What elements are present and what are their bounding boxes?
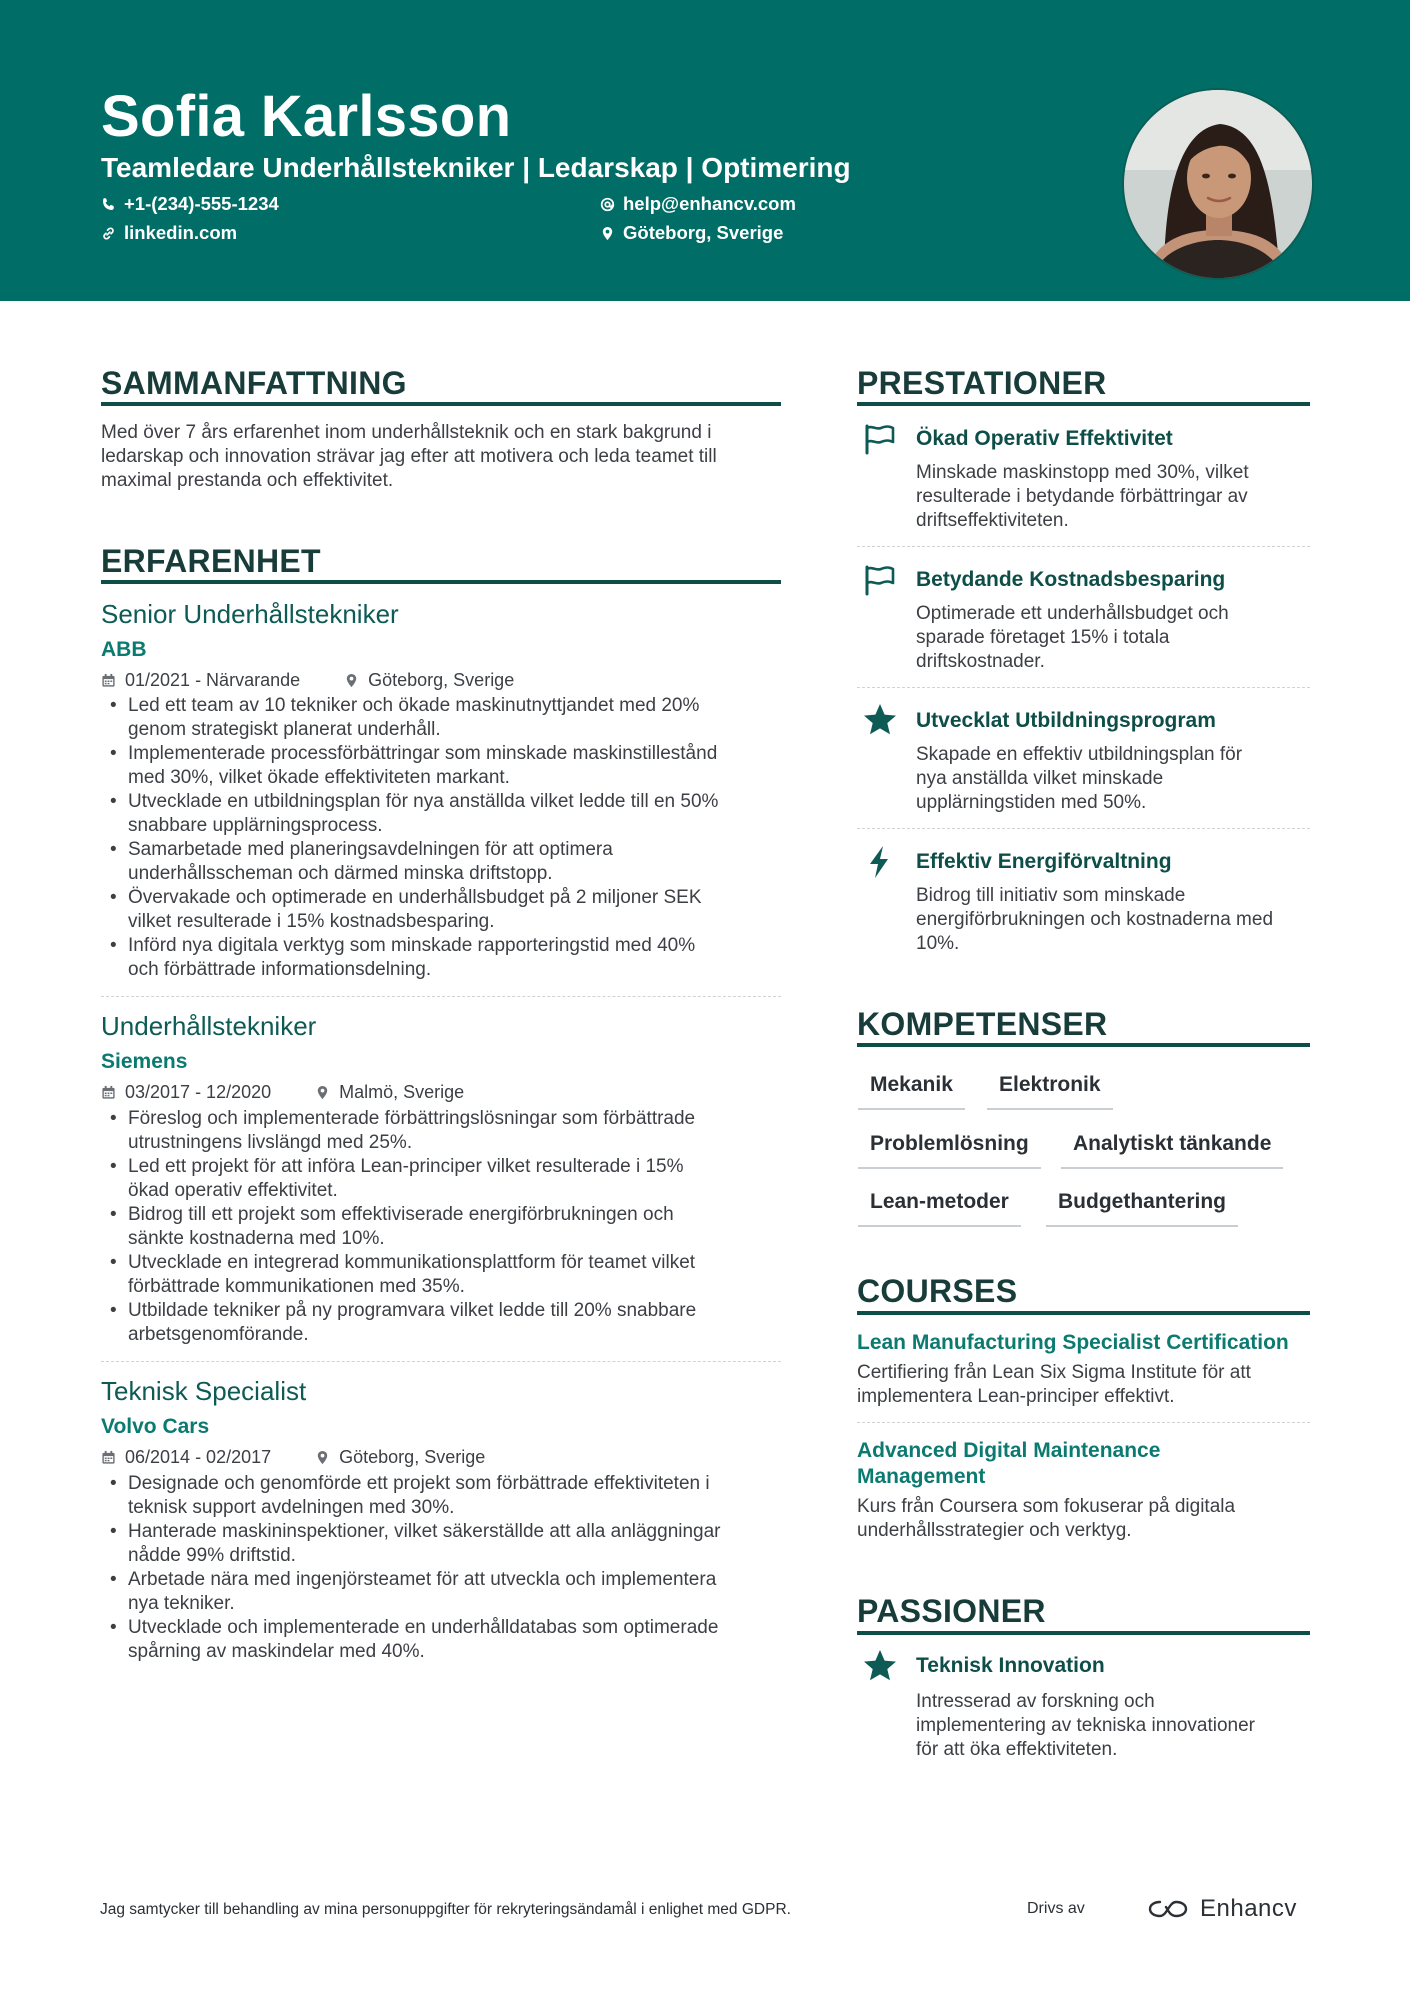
bullet-item: • Utvecklade en utbildningsplan för nya anställda vilket ledde till en 50% snabbare upplärningsprocess. [101, 790, 781, 838]
bullet-item: • Bidrog till ett projekt som effektiviserade energiförbrukningen och sänkte kostnaderna med 10%. [101, 1203, 781, 1251]
gdpr-consent: Jag samtycker till behandling av mina personuppgifter för rekryteringsändamål i enlighet med GDPR. [100, 1901, 791, 1918]
summary-line: ledarskap och innovation strävar jag efter att motivera och leda teamet till [101, 446, 717, 467]
job-dates: 06/2014 - 02/2017 [125, 1447, 272, 1467]
courses-rule [857, 1311, 1310, 1315]
location-contact [600, 221, 783, 245]
achievements-heading: PRESTATIONER [857, 365, 1107, 401]
achievement-title: Ökad Operativ Effektivitet [916, 427, 1173, 450]
bullet-item: • Utbildade tekniker på ny programvara vilket ledde till 20% snabbare arbetsgenomförande. [101, 1299, 781, 1347]
location-text: Göteborg, Sverige [623, 222, 784, 243]
location-pin-icon [315, 1450, 330, 1465]
bullet-item: • Införd nya digitala verktyg som minskade rapporteringstid med 40% och förbättrade informationsdelning. [101, 934, 781, 982]
location-pin-icon [315, 1085, 330, 1100]
email-contact [600, 192, 796, 216]
calendar-icon [101, 673, 116, 688]
linkedin-text[interactable]: linkedin.com [124, 222, 238, 243]
skill-tag: Mekanik [858, 1072, 965, 1110]
flag-icon [862, 421, 898, 457]
job-meta [101, 1081, 464, 1103]
lightning-icon [862, 844, 898, 880]
star-icon [862, 1648, 898, 1684]
header-banner [0, 0, 1410, 301]
phone-contact [101, 192, 279, 216]
bullet-item: • Utvecklade och implementerade en underhålldatabas som optimerade spårning av maskindelar med 40%. [101, 1616, 781, 1664]
job-location: Göteborg, Sverige [368, 670, 515, 690]
achievement-description: Minskade maskinstopp med 30%, vilket resulterade i betydande förbättringar av driftseffektiviteten. [916, 462, 1249, 531]
at-icon [600, 197, 615, 212]
passions-rule [857, 1631, 1310, 1635]
skills-heading: KOMPETENSER [857, 1006, 1108, 1042]
skill-tag: Analytiskt tänkande [1061, 1131, 1283, 1169]
course-title: Advanced Digital Maintenance Management [857, 1439, 1161, 1488]
course-title: Lean Manufacturing Specialist Certification [857, 1331, 1289, 1354]
job-bullets [101, 694, 781, 982]
phone-text[interactable]: +1-(234)-555-1234 [124, 193, 279, 214]
divider [857, 687, 1310, 688]
divider [857, 1422, 1310, 1423]
job-title: Underhållstekniker [101, 1011, 317, 1041]
brand-name: Enhancv [1200, 1895, 1297, 1922]
divider [857, 546, 1310, 547]
achievement-title: Effektiv Energiförvaltning [916, 850, 1172, 873]
calendar-icon [101, 1085, 116, 1100]
achievements-rule [857, 402, 1310, 406]
bullet-item: • Led ett projekt för att införa Lean-principer vilket resulterade i 15% ökad operativ effektivitet. [101, 1155, 781, 1203]
experience-rule [101, 580, 781, 584]
enhancv-logo[interactable] [1146, 1896, 1297, 1922]
company-name: Volvo Cars [101, 1415, 210, 1438]
experience-heading: ERFARENHET [101, 543, 321, 579]
enhancv-logo-icon [1146, 1898, 1190, 1920]
bullet-item: • Led ett team av 10 tekniker och ökade maskinutnyttjandet med 20% genom strategiskt planerat underhåll. [101, 694, 781, 742]
flag-icon [862, 562, 898, 598]
job-bullets [101, 1107, 781, 1347]
bullet-item: • Föreslog och implementerade förbättringslösningar som förbättrade utrustningens livslängd med 25%. [101, 1107, 781, 1155]
course-description: Certifiering från Lean Six Sigma Institute för att implementera Lean-principer effektivt. [857, 1362, 1251, 1407]
skill-tag: Lean-metoder [858, 1189, 1021, 1227]
bullet-item: • Hanterade maskininspektioner, vilket säkerställde att alla anläggningar nådde 99% driftstid. [101, 1520, 781, 1568]
divider [101, 996, 781, 997]
achievement-description: Optimerade ett underhållsbudget och sparade företaget 15% i totala driftskostnader. [916, 603, 1229, 672]
bullet-item: • Övervakade och optimerade en underhållsbudget på 2 miljoner SEK vilket resulterade i 15% kostnadsbesparing. [101, 886, 781, 934]
powered-by-label: Drivs av [1027, 1900, 1085, 1917]
profile-photo [1122, 88, 1314, 280]
job-dates: 01/2021 - Närvarande [125, 670, 301, 690]
summary-line: Med över 7 års erfarenhet inom underhållsteknik och en stark bakgrund i [101, 422, 712, 443]
location-pin-icon [600, 226, 615, 241]
bullet-item: • Arbetade nära med ingenjörsteamet för att utveckla och implementera nya tekniker. [101, 1568, 781, 1616]
summary-heading: SAMMANFATTNING [101, 365, 407, 401]
divider [101, 1361, 781, 1362]
company-name: ABB [101, 638, 147, 661]
job-title: Senior Underhållstekniker [101, 599, 399, 629]
company-name: Siemens [101, 1050, 188, 1073]
candidate-headline: Teamledare Underhållstekniker | Ledarskap | Optimering [101, 152, 851, 183]
course-description: Kurs från Coursera som fokuserar på digitala underhållsstrategier och verktyg. [857, 1496, 1236, 1541]
email-text[interactable]: help@enhancv.com [623, 193, 796, 214]
passion-title: Teknisk Innovation [916, 1654, 1105, 1677]
job-meta [101, 1446, 485, 1468]
skill-tag: Problemlösning [858, 1131, 1041, 1169]
job-meta [101, 669, 514, 691]
divider [857, 828, 1310, 829]
summary-text [101, 421, 791, 493]
job-bullets [101, 1472, 781, 1664]
candidate-name: Sofia Karlsson [101, 84, 512, 149]
summary-rule [101, 402, 781, 406]
linkedin-contact [101, 221, 237, 245]
link-icon [101, 226, 116, 241]
job-title: Teknisk Specialist [101, 1376, 307, 1406]
job-location: Göteborg, Sverige [339, 1447, 486, 1467]
achievement-description: Skapade en effektiv utbildningsplan för nya anställda vilket minskade upplärningstiden med 50%. [916, 744, 1243, 813]
passions-heading: PASSIONER [857, 1593, 1046, 1629]
job-location: Malmö, Sverige [339, 1082, 465, 1102]
bullet-item: • Samarbetade med planeringsavdelningen för att optimera underhållsscheman och därmed minska driftstopp. [101, 838, 781, 886]
job-dates: 03/2017 - 12/2020 [125, 1082, 272, 1102]
calendar-icon [101, 1450, 116, 1465]
summary-line: maximal prestanda och effektivitet. [101, 470, 394, 491]
achievement-description: Bidrog till initiativ som minskade energiförbrukningen och kostnaderna med 10%. [916, 885, 1274, 954]
skill-tag: Elektronik [987, 1072, 1113, 1110]
star-icon [862, 702, 898, 738]
skill-tag: Budgethantering [1046, 1189, 1238, 1227]
bullet-item: • Designade och genomförde ett projekt som förbättrade effektiviteten i teknisk support avdelningen med 30%. [101, 1472, 781, 1520]
phone-icon [101, 197, 116, 212]
skills-rule [857, 1043, 1310, 1047]
bullet-item: • Implementerade processförbättringar som minskade maskinstillestånd med 30%, vilket ökade effektiviteten markant. [101, 742, 781, 790]
courses-heading: COURSES [857, 1273, 1018, 1309]
achievement-title: Betydande Kostnadsbesparing [916, 568, 1226, 591]
bullet-item: • Utvecklade en integrerad kommunikationsplattform för teamet vilket förbättrade kommunikationen med 35%. [101, 1251, 781, 1299]
passion-description: Intresserad av forskning och implementering av tekniska innovationer för att öka effektiviteten. [916, 1691, 1256, 1760]
achievement-title: Utvecklat Utbildningsprogram [916, 709, 1216, 732]
location-pin-icon [344, 673, 359, 688]
